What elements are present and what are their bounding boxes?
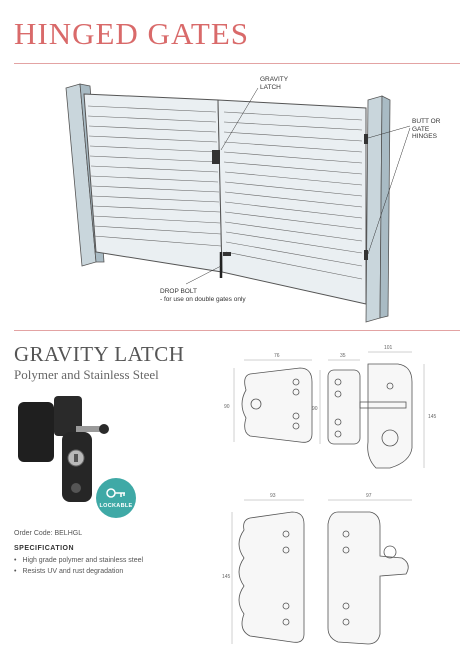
drop-bolt-note: - for use on double gates only: [160, 296, 246, 303]
spec-item: • High grade polymer and stainless steel: [14, 555, 143, 566]
hinge-top-mark: [364, 134, 368, 144]
dim-open-height: 145: [222, 574, 231, 580]
product-title: GRAVITY LATCH: [14, 342, 185, 366]
gate-illustration: [0, 66, 474, 326]
dim-side-height: 90: [312, 406, 318, 412]
spec-item: • Resists UV and rust degradation: [14, 566, 143, 577]
key-icon: [106, 486, 126, 500]
section-divider: [14, 330, 460, 331]
badge-label: LOCKABLE: [99, 503, 133, 509]
spec-list: [14, 555, 143, 577]
hinge-bottom-mark: [364, 250, 368, 260]
lockable-badge: [96, 478, 136, 518]
product-subtitle: Polymer and Stainless Steel: [14, 367, 159, 382]
dim-open-width-b: 97: [366, 493, 372, 499]
dim-side-a: 35: [340, 353, 346, 359]
dim-open-width-a: 93: [270, 493, 276, 499]
gravity-latch-mark: [212, 150, 220, 164]
butt-hinges-label: BUTT OR GATE HINGES: [412, 118, 441, 140]
drop-bolt-label: DROP BOLT: [160, 288, 197, 295]
order-code: Order Code: BELHGL: [14, 530, 83, 537]
dim-total-height: 145: [428, 414, 437, 420]
title-divider: [14, 63, 460, 64]
gravity-latch-label: GRAVITY LATCH: [260, 76, 288, 91]
dim-front-height: 90: [224, 404, 230, 410]
technical-drawings: [220, 338, 470, 656]
page-title: HINGED GATES: [14, 16, 250, 51]
dim-side-b: 101: [384, 345, 393, 351]
spec-heading: SPECIFICATION: [14, 545, 75, 552]
dim-front-width: 76: [274, 353, 280, 359]
